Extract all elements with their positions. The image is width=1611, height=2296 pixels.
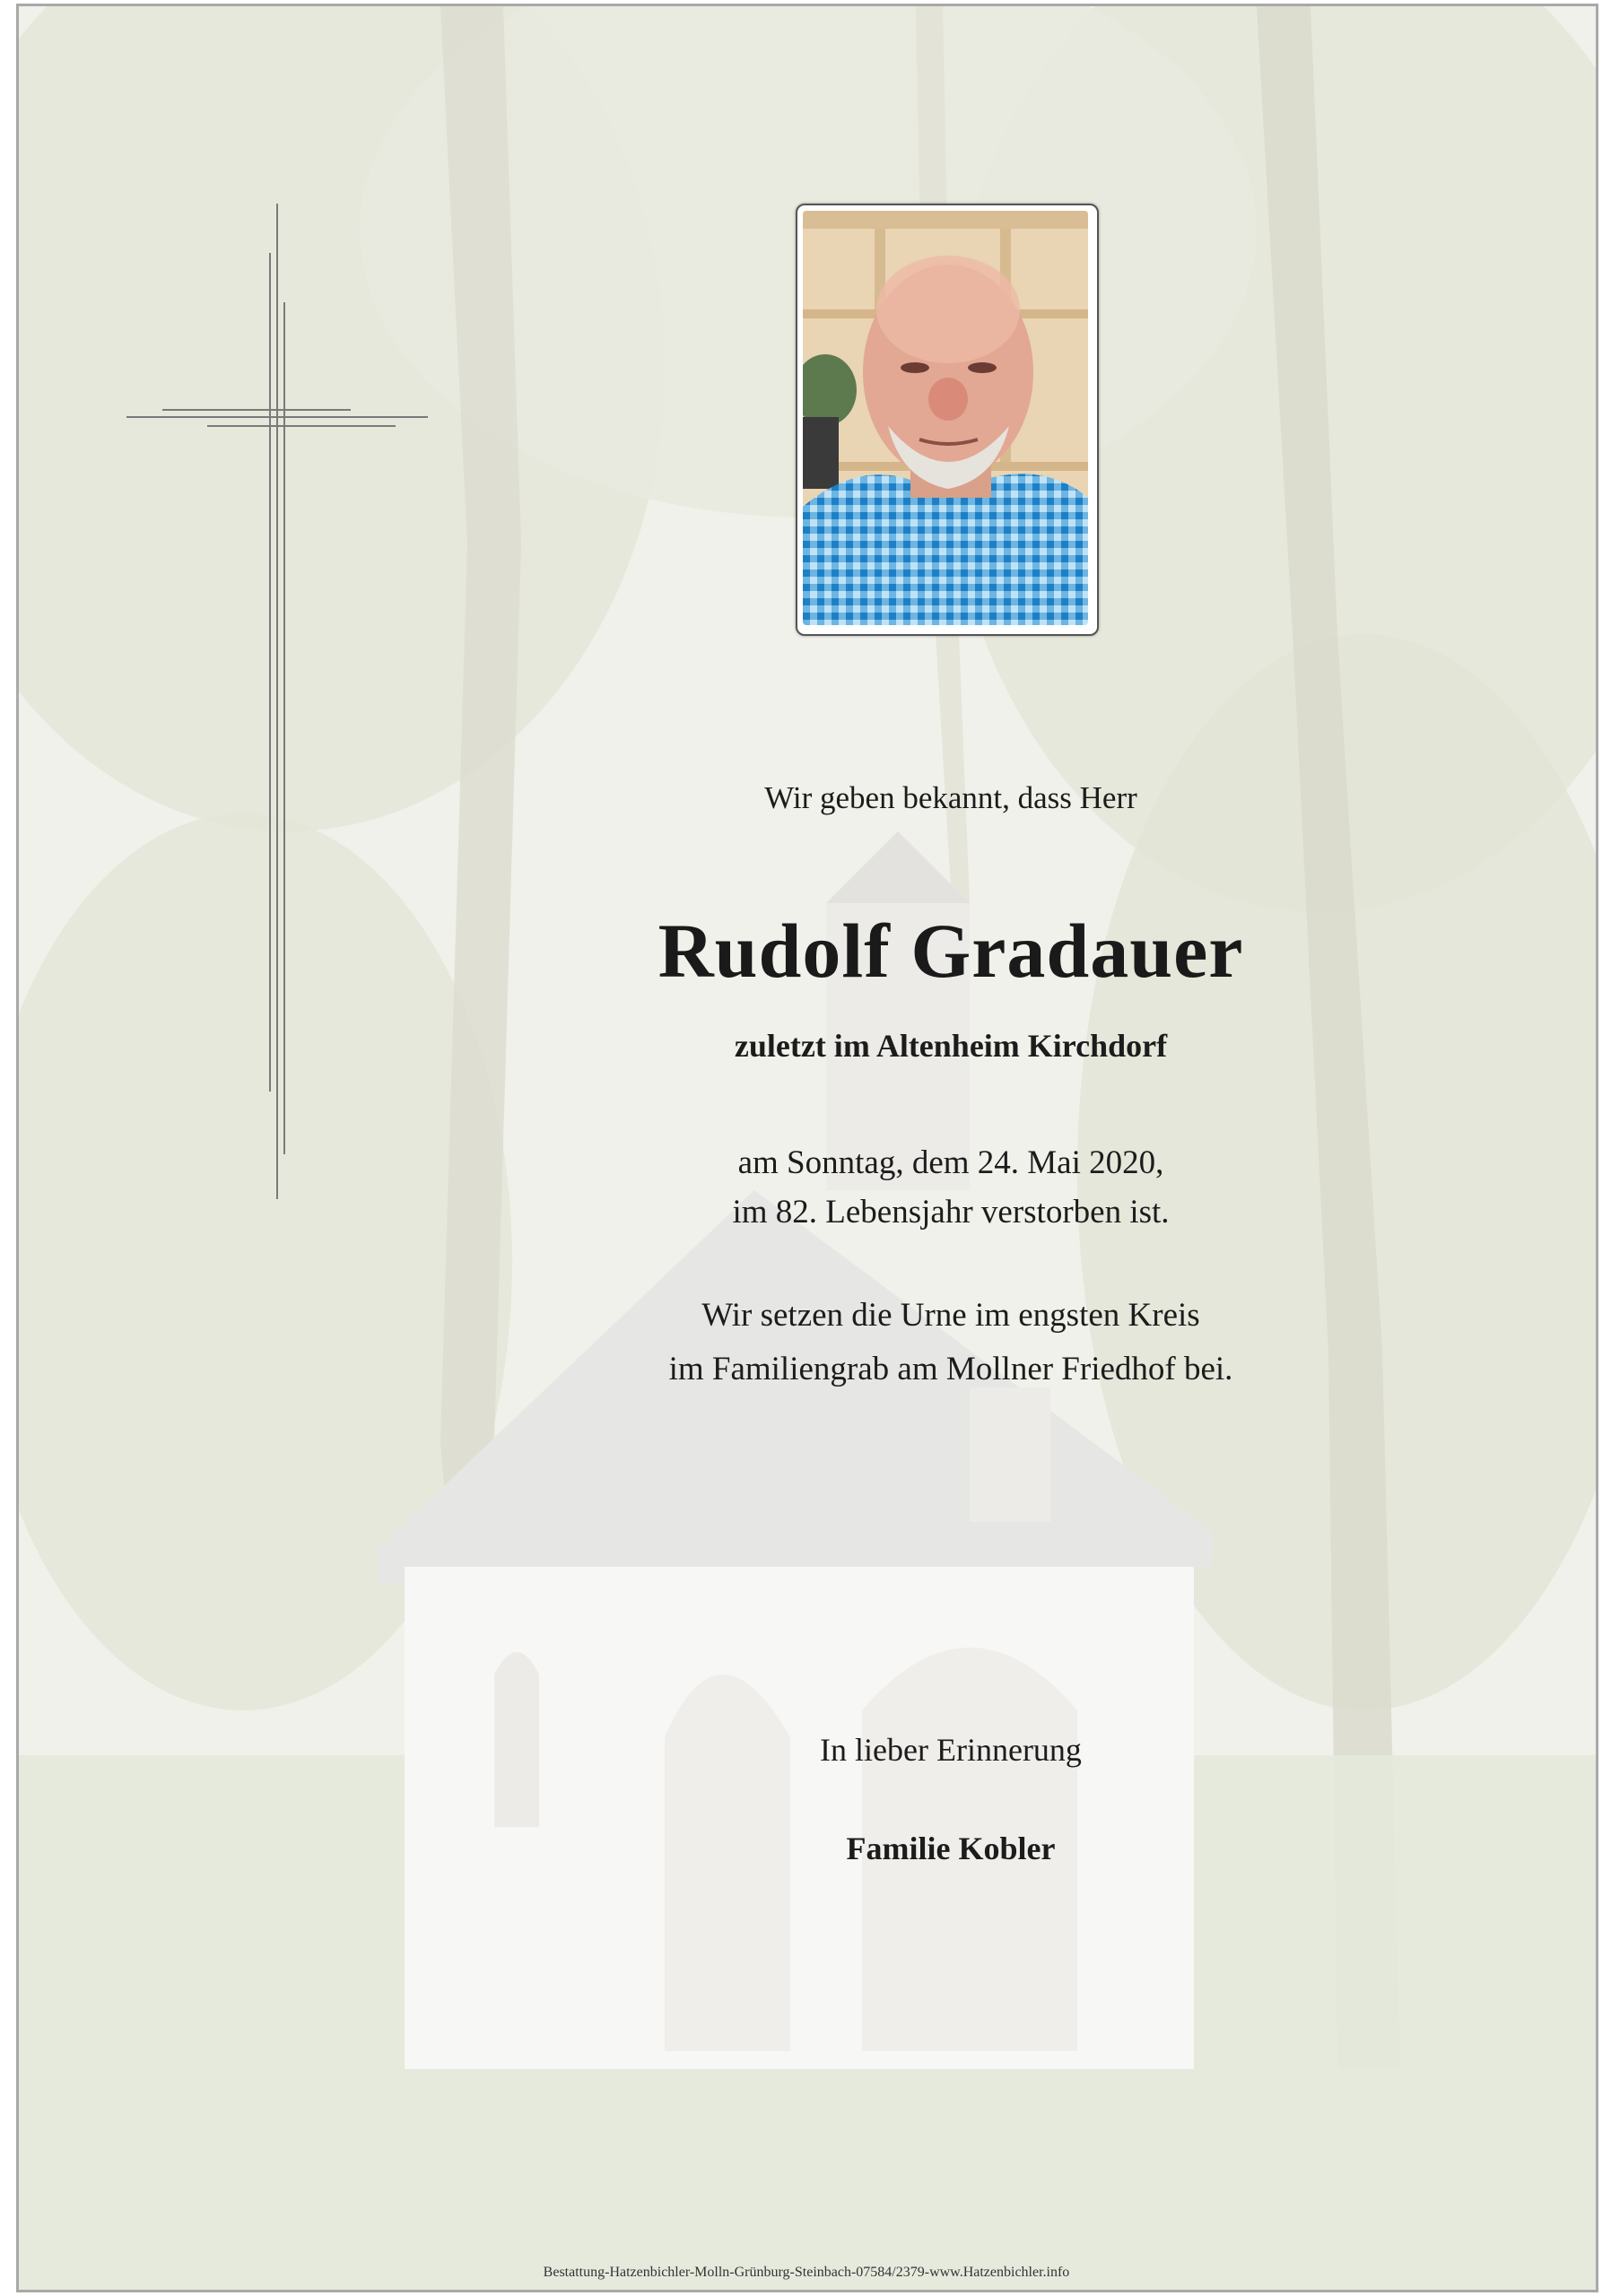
deceased-name: Rudolf Gradauer [657, 908, 1244, 994]
death-date-text: am Sonntag, dem 24. Mai 2020, [737, 1144, 1164, 1181]
cross-icon [109, 204, 431, 1199]
footer-funeral-home: Bestattung-Hatzenbichler-Molln-Grünburg-Steinbach-07584/2379-www.Hatzenbichler.info [543, 2265, 1070, 2280]
portrait-frame [796, 204, 1099, 636]
family-signature: Familie Kobler [846, 1831, 1056, 1866]
urn-text-line-1: Wir setzen die Urne im engsten Kreis [701, 1297, 1200, 1334]
memory-text: In lieber Erinnerung [820, 1732, 1082, 1768]
residence-text: zuletzt im Altenheim Kirchdorf [734, 1028, 1168, 1064]
age-text: im 82. Lebensjahr verstorben ist. [732, 1194, 1170, 1231]
urn-text-line-2: im Familiengrab am Mollner Friedhof bei. [668, 1351, 1233, 1387]
intro-text: Wir geben bekannt, dass Herr [764, 780, 1137, 815]
portrait-photo [803, 211, 1088, 625]
